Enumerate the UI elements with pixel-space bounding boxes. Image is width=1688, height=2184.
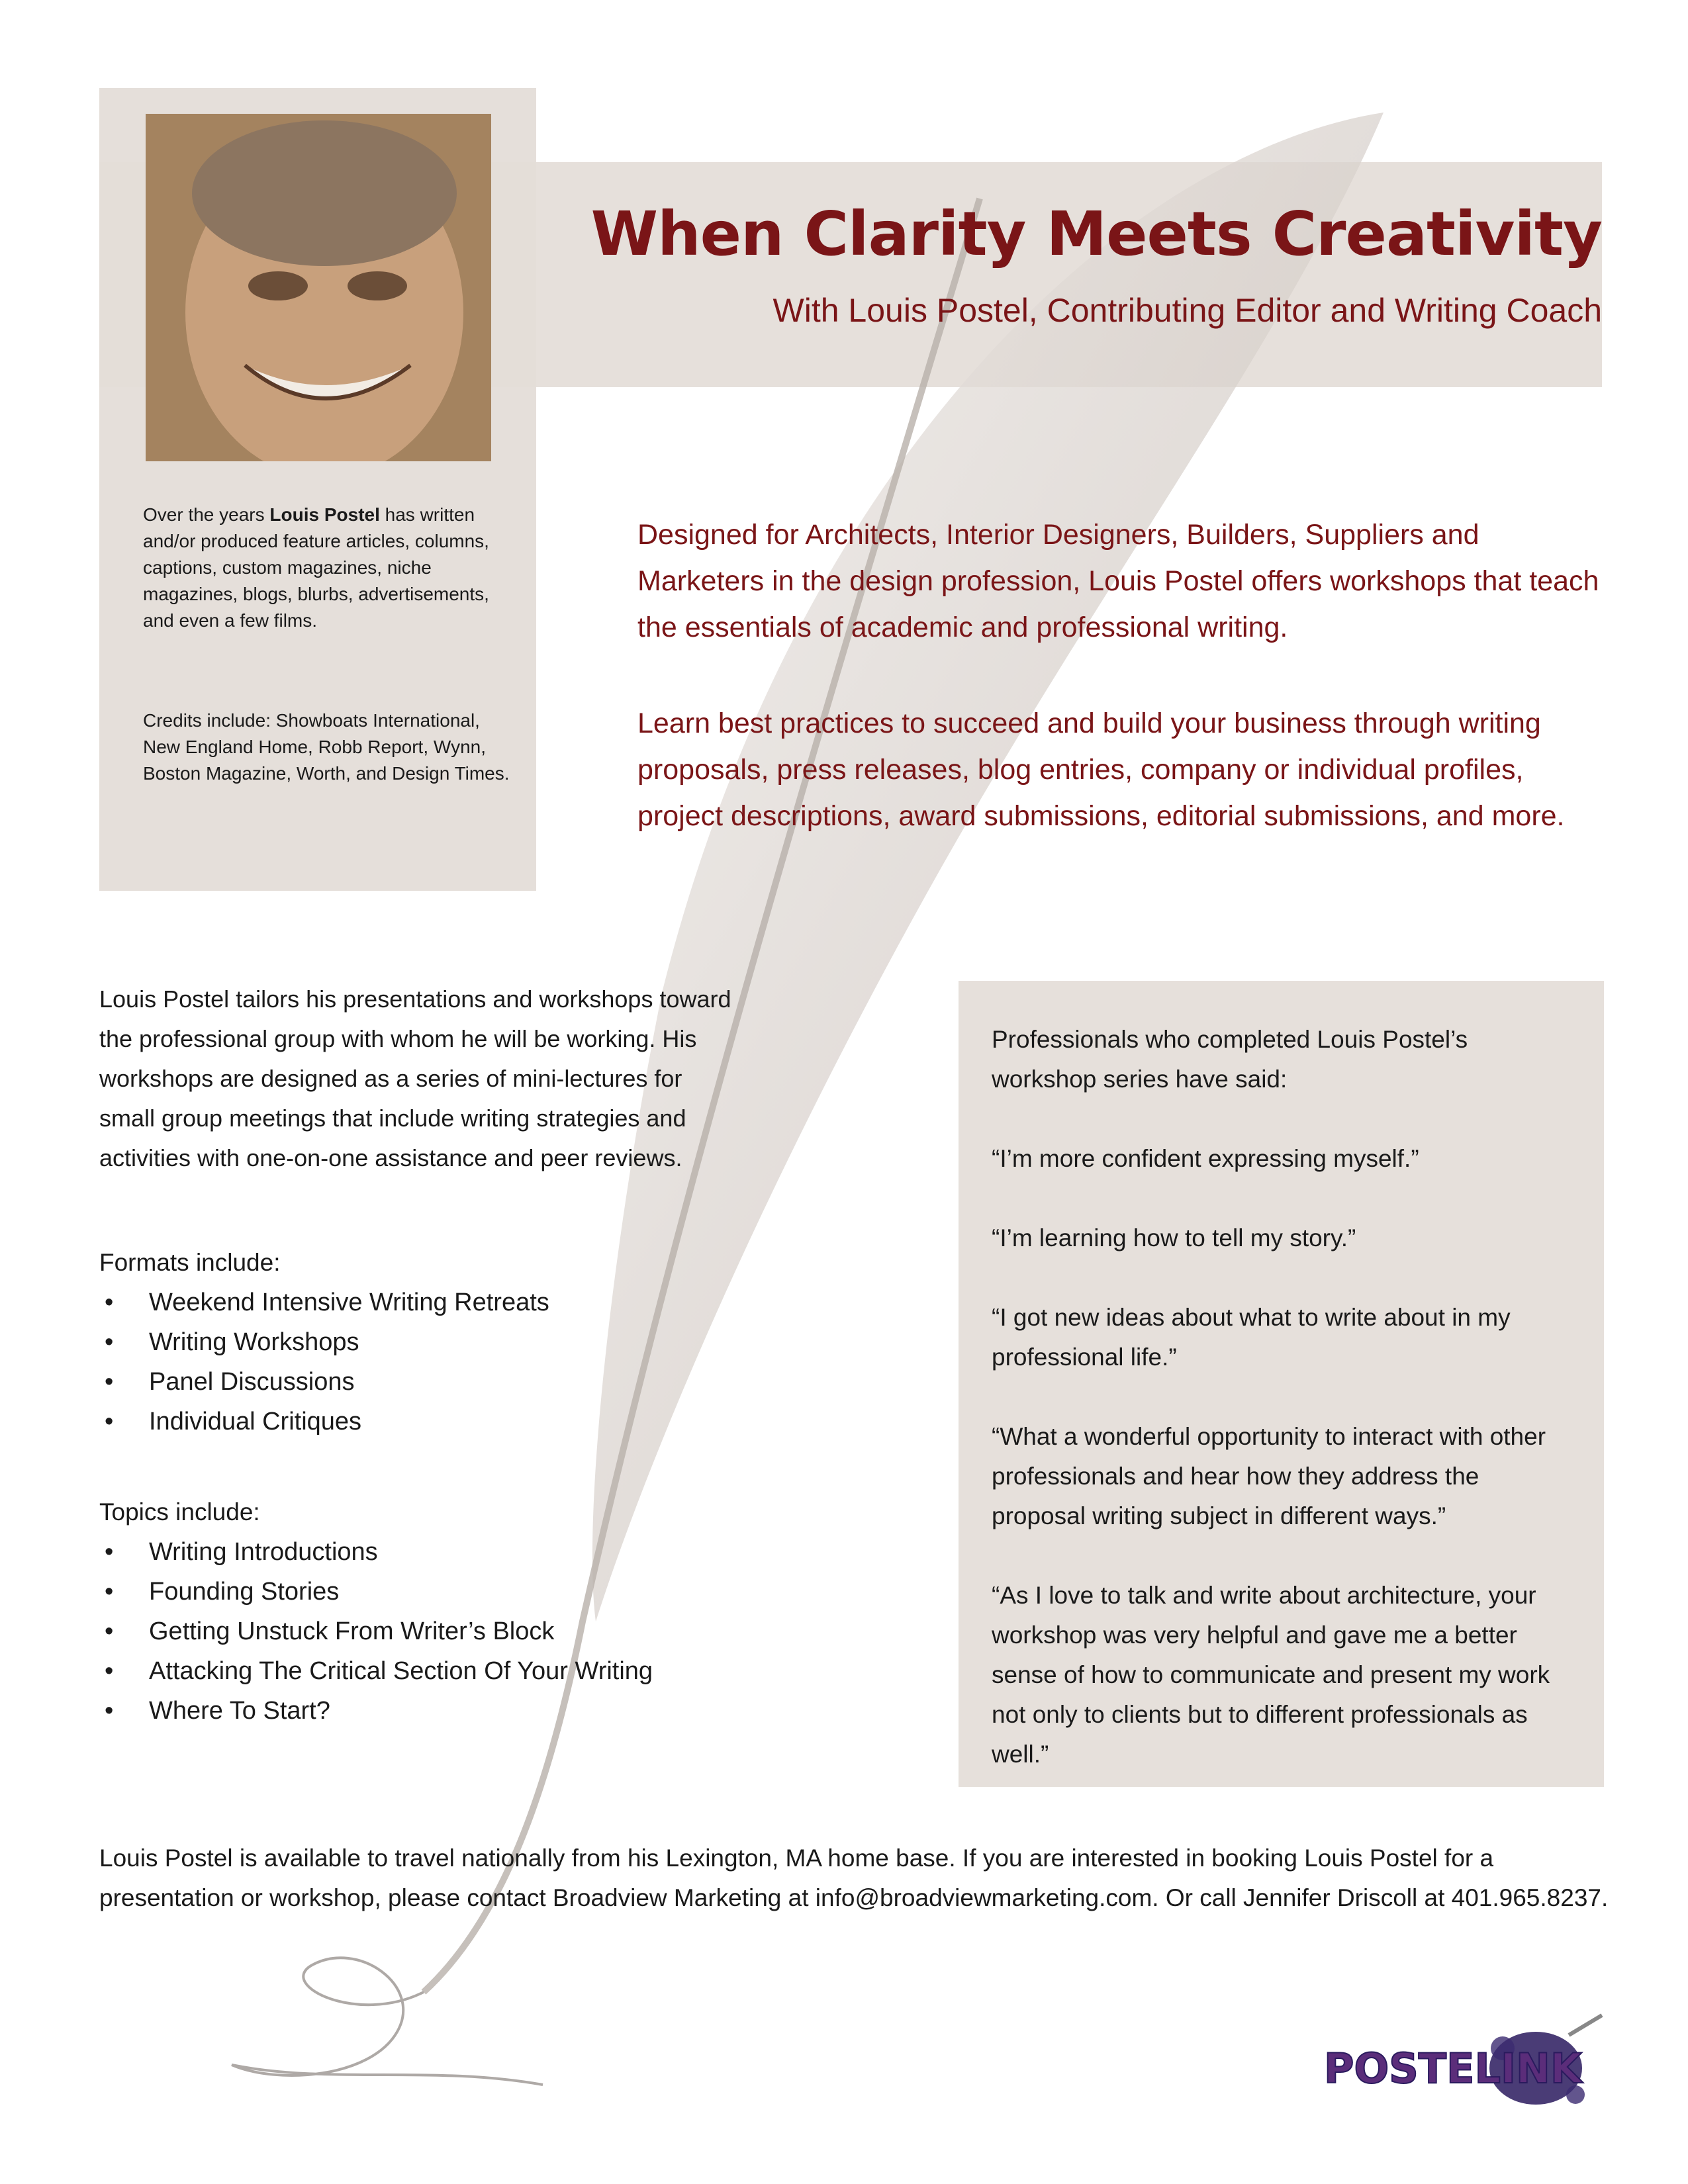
footer-contact-paragraph: Louis Postel is available to travel nationally from his Lexington, MA home base. If you are interested in booking Louis Postel for a presentation or workshop, please contact Broadview Marketing at info@broadviewmarketing.com. Or call Jennifer Driscoll at 401.965.8237. (99, 1844, 1609, 1911)
testimonial-quote: “I got new ideas about what to write about in my professional life.” (992, 1304, 1511, 1371)
page-title: When Clarity Meets Creativity (590, 199, 1602, 269)
list-item: • Individual Critiques (99, 1402, 549, 1441)
topics-heading: Topics include: (99, 1498, 260, 1525)
testimonial-quote: “What a wonderful opportunity to interact with other professionals and hear how they address the proposal writing subject in different ways.” (992, 1423, 1546, 1529)
formats-list (99, 1283, 549, 1441)
logo-text: POSTELINK (1324, 2044, 1582, 2093)
bio-paragraph (143, 502, 517, 634)
tailor-paragraph: Louis Postel tailors his presentations and workshops toward the professional group with whom he will be working. His workshops are designed as a series of mini-lectures for small group meetings that include writing strategies and activities with one-on-one assistance and peer reviews. (99, 985, 731, 1171)
bio-name: Louis Postel (269, 504, 380, 525)
credits-paragraph: Credits include: Showboats International, New England Home, Robb Report, Wynn, Boston Magazine, Worth, and Design Times. (143, 710, 510, 784)
list-item: • Getting Unstuck From Writer’s Block (99, 1612, 653, 1651)
list-item: • Writing Workshops (99, 1322, 549, 1362)
list-item: • Founding Stories (99, 1572, 653, 1612)
portrait-photo (146, 114, 491, 461)
testimonial-quote: “As I love to talk and write about architecture, your workshop was very helpful and gave me a better sense of how to communicate and present my work not only to clients but to different professionals as well.” (992, 1582, 1550, 1768)
list-item: • Weekend Intensive Writing Retreats (99, 1283, 549, 1322)
feather-flourish (232, 1958, 543, 2085)
testimonials (992, 1020, 1574, 1814)
bio-prefix: Over the years (143, 504, 270, 525)
list-item: • Where To Start? (99, 1691, 653, 1731)
list-item: • Panel Discussions (99, 1362, 549, 1402)
list-item: • Writing Introductions (99, 1532, 653, 1572)
formats-heading: Formats include: (99, 1249, 281, 1276)
testimonials-intro: Professionals who completed Louis Postel’s workshop series have said: (992, 1026, 1468, 1093)
page-subtitle: With Louis Postel, Contributing Editor and Writing Coach (773, 292, 1602, 329)
postelink-logo (1317, 2009, 1609, 2128)
intro-paragraph-2: Learn best practices to succeed and build your business through writing proposals, press releases, blog entries, company or individual profiles, project descriptions, award submissions, editorial submissions, and more. (637, 707, 1565, 832)
intro-paragraph-1: Designed for Architects, Interior Designers, Builders, Suppliers and Marketers in the design profession, Louis Postel offers workshops that teach the essentials of academic and professional writing. (637, 519, 1599, 643)
testimonial-quote: “I’m more confident expressing myself.” (992, 1145, 1419, 1172)
list-item: • Attacking The Critical Section Of Your Writing (99, 1651, 653, 1691)
topics-list (99, 1532, 653, 1731)
bio-suffix: has written and/or produced feature articles, columns, captions, custom magazines, niche magazines, blogs, blurbs, advertisements, and even a few films. (143, 504, 489, 631)
testimonial-quote: “I’m learning how to tell my story.” (992, 1224, 1356, 1251)
